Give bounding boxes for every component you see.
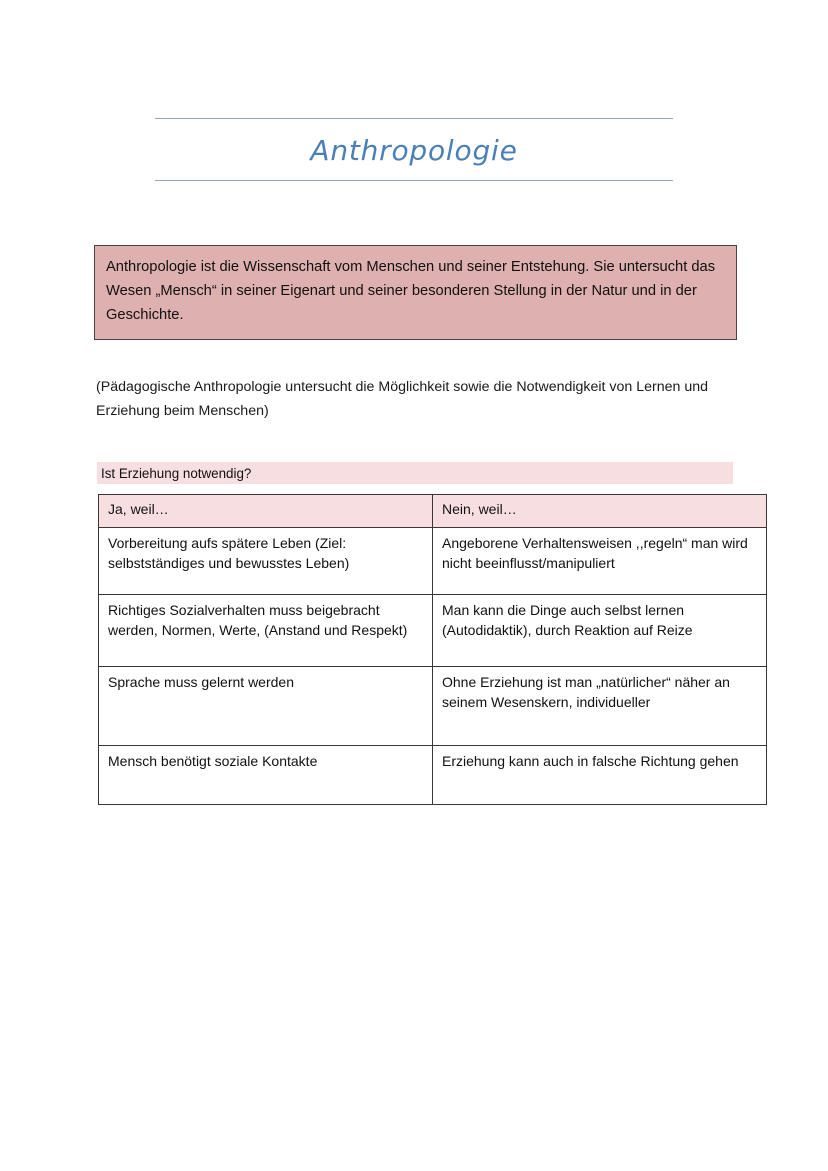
definition-box	[94, 245, 737, 340]
table-cell-nein: Ohne Erziehung ist man „natürlicher“ näher an seinem Wesenskern, individueller	[433, 667, 767, 746]
definition-text: Anthropologie ist die Wissenschaft vom Menschen und seiner Entstehung. Sie untersucht das Wesen „Mensch“ in seiner Eigenart und seiner besonderen Stellung in der Natur und in der Geschichte.	[106, 259, 716, 323]
table-cell-ja: Vorbereitung aufs spätere Leben (Ziel: selbstständiges und bewusstes Leben)	[99, 528, 433, 595]
table-row	[99, 667, 767, 746]
title-block	[155, 118, 673, 181]
table-body	[99, 528, 767, 805]
table-row	[99, 746, 767, 805]
table-cell-nein: Man kann die Dinge auch selbst lernen (Autodidaktik), durch Reaktion auf Reize	[433, 595, 767, 667]
table-cell-ja: Sprache muss gelernt werden	[99, 667, 433, 746]
table-head	[99, 495, 767, 528]
table-cell-nein: Angeborene Verhaltensweisen ,,regeln“ man wird nicht beeinflusst/manipuliert	[433, 528, 767, 595]
page-title: Anthropologie	[310, 134, 518, 167]
table-header-nein: Nein, weil…	[433, 495, 767, 528]
table-row	[99, 528, 767, 595]
pedagogical-note: (Pädagogische Anthropologie untersucht die Möglichkeit sowie die Notwendigkeit von Lernen und Erziehung beim Menschen)	[96, 379, 709, 420]
question-banner	[97, 462, 733, 484]
table-row	[99, 595, 767, 667]
question-banner-text: Ist Erziehung notwendig?	[101, 465, 252, 481]
table-header-ja: Ja, weil…	[99, 495, 433, 528]
table-cell-nein: Erziehung kann auch in falsche Richtung gehen	[433, 746, 767, 805]
table-cell-ja: Richtiges Sozialverhalten muss beigebracht werden, Normen, Werte, (Anstand und Respekt)	[99, 595, 433, 667]
table-cell-ja: Mensch benötigt soziale Kontakte	[99, 746, 433, 805]
pro-con-table	[98, 494, 767, 805]
table-header-row	[99, 495, 767, 528]
title-rule-bottom	[155, 180, 673, 181]
